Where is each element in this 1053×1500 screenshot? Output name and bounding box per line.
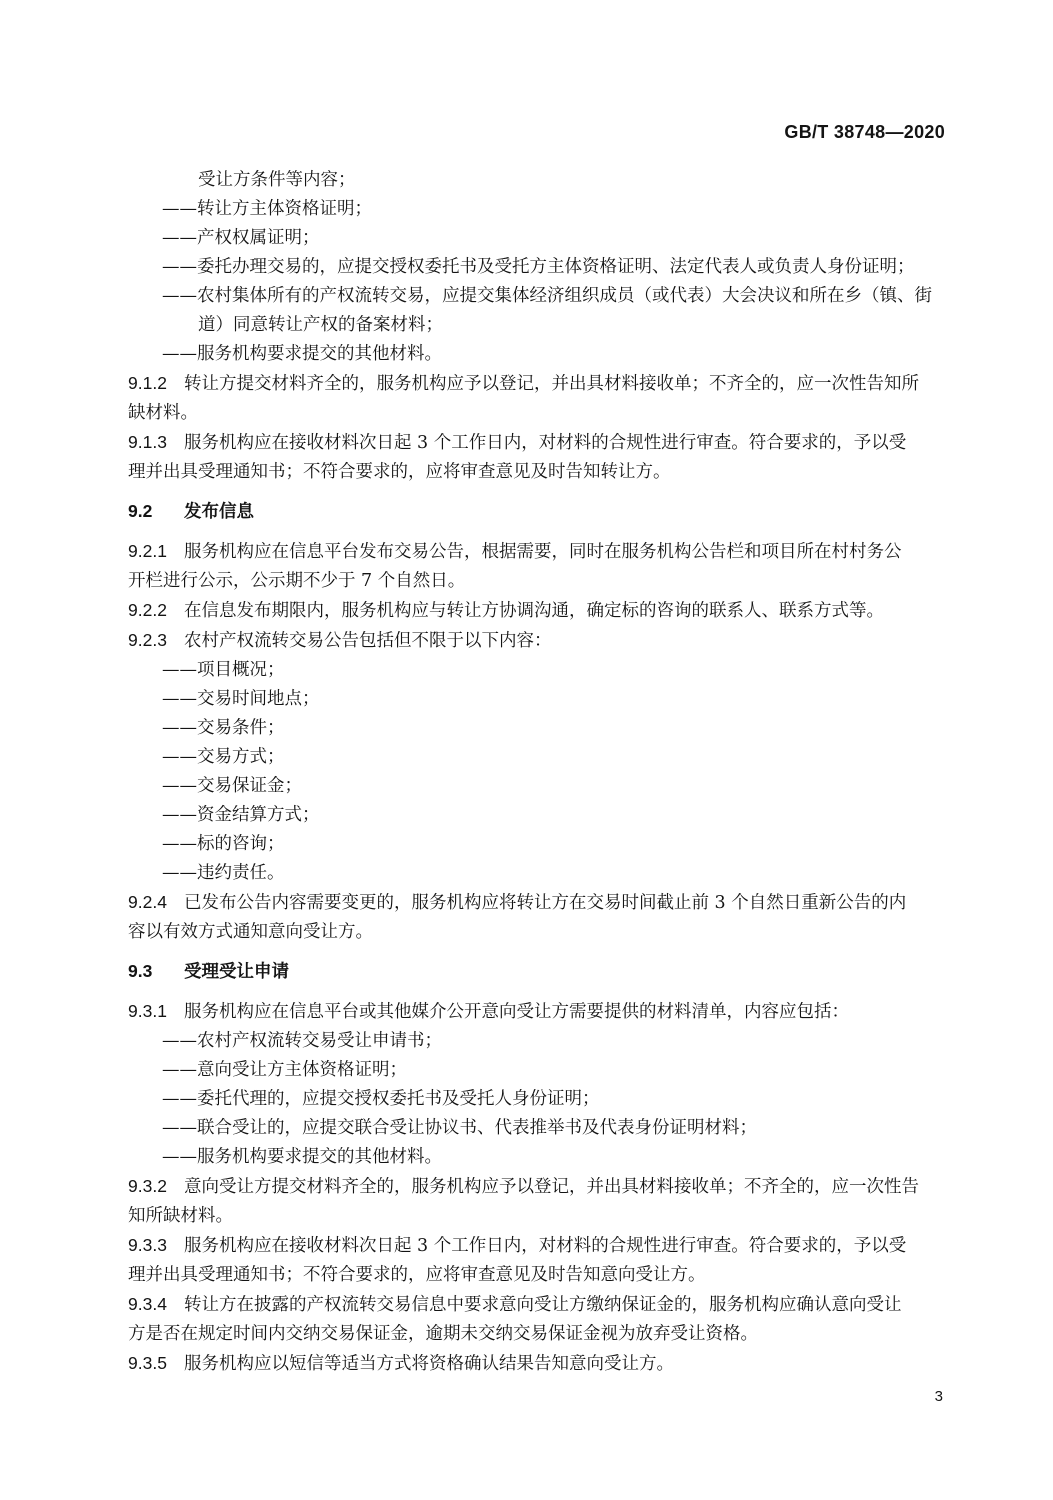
list-item: ——委托代理的，应提交授权委托书及受托人身份证明；	[162, 1089, 600, 1109]
clause-text: 服务机构应以短信等适当方式将资格确认结果告知意向受让方。	[184, 1354, 674, 1374]
section-number: 9.3	[128, 961, 153, 981]
clause-text: 转让方提交材料齐全的，服务机构应予以登记，并出具材料接收单；不齐全的，应一次性告知所	[184, 374, 919, 394]
clause-text-continuation: 方是否在规定时间内交纳交易保证金，逾期未交纳交易保证金视为放弃受让资格。	[128, 1324, 758, 1344]
clause-number: 9.1.3	[128, 432, 167, 452]
clause-text: 服务机构应在接收材料次日起 3 个工作日内，对材料的合规性进行审查。符合要求的，予以受	[184, 433, 907, 453]
clause-number: 9.3.1	[128, 1001, 167, 1021]
clause-number: 9.2.3	[128, 630, 167, 650]
clause-text-continuation: 容以有效方式通知意向受让方。	[128, 922, 373, 942]
list-item: ——违约责任。	[162, 863, 285, 883]
list-item: ——农村产权流转交易受让申请书；	[162, 1031, 442, 1051]
list-item: ——服务机构要求提交的其他材料。	[162, 1147, 442, 1167]
clause-number: 9.2.4	[128, 892, 167, 912]
list-item: ——服务机构要求提交的其他材料。	[162, 344, 442, 364]
list-item: ——农村集体所有的产权流转交易，应提交集体经济组织成员（或代表）大会决议和所在乡（镇、街	[162, 286, 932, 306]
document-standard-number: GB/T 38748—2020	[784, 122, 945, 142]
clause-number: 9.3.3	[128, 1235, 167, 1255]
clause-text: 服务机构应在接收材料次日起 3 个工作日内，对材料的合规性进行审查。符合要求的，予以受	[184, 1236, 907, 1256]
list-item: ——意向受让方主体资格证明；	[162, 1060, 407, 1080]
list-item-continuation: 道）同意转让产权的备案材料；	[198, 315, 443, 335]
clause-text: 意向受让方提交材料齐全的，服务机构应予以登记，并出具材料接收单；不齐全的，应一次性告	[184, 1177, 919, 1197]
clause-9-3-4	[128, 1290, 948, 1320]
list-item: ——交易保证金；	[162, 776, 302, 796]
list-item: ——转让方主体资格证明；	[162, 199, 372, 219]
section-title: 受理受让申请	[184, 962, 289, 982]
clause-text: 农村产权流转交易公告包括但不限于以下内容：	[184, 631, 552, 651]
clause-text-continuation: 缺材料。	[128, 403, 198, 423]
list-item: ——资金结算方式；	[162, 805, 320, 825]
list-item-continuation: 受让方条件等内容；	[198, 170, 356, 190]
clause-9-3-2	[128, 1172, 948, 1202]
list-item: ——交易方式；	[162, 747, 285, 767]
clause-text: 服务机构应在信息平台或其他媒介公开意向受让方需要提供的材料清单，内容应包括：	[184, 1002, 849, 1022]
clause-9-2-1	[128, 537, 948, 567]
clause-9-2-4	[128, 888, 948, 918]
clause-9-1-3	[128, 428, 948, 458]
section-heading-9-3	[128, 957, 948, 987]
clause-text: 在信息发布期限内，服务机构应与转让方协调沟通，确定标的咨询的联系人、联系方式等。	[184, 601, 884, 621]
clause-number: 9.2.1	[128, 541, 167, 561]
clause-text: 转让方在披露的产权流转交易信息中要求意向受让方缴纳保证金的，服务机构应确认意向受让	[184, 1295, 902, 1315]
page-number: 3	[934, 1388, 943, 1405]
clause-number: 9.1.2	[128, 373, 167, 393]
list-item: ——交易时间地点；	[162, 689, 320, 709]
list-item: ——交易条件；	[162, 718, 285, 738]
page-body	[128, 166, 948, 1379]
clause-number: 9.3.4	[128, 1294, 167, 1314]
list-item: ——委托办理交易的，应提交授权委托书及受托方主体资格证明、法定代表人或负责人身份证明；	[162, 257, 915, 277]
section-number: 9.2	[128, 501, 153, 521]
clause-text-continuation: 理并出具受理通知书；不符合要求的，应将审查意见及时告知意向受让方。	[128, 1265, 706, 1285]
list-item: ——项目概况；	[162, 660, 285, 680]
clause-number: 9.3.5	[128, 1353, 167, 1373]
list-item: ——联合受让的，应提交联合受让协议书、代表推举书及代表身份证明材料；	[162, 1118, 757, 1138]
clause-text-continuation: 开栏进行公示，公示期不少于 7 个自然日。	[128, 571, 466, 591]
list-item: ——产权权属证明；	[162, 228, 320, 248]
list-item: ——标的咨询；	[162, 834, 285, 854]
section-heading-9-2	[128, 497, 948, 527]
clause-text-continuation: 知所缺材料。	[128, 1206, 233, 1226]
clause-9-3-5	[128, 1349, 948, 1379]
section-title: 发布信息	[184, 502, 254, 522]
clause-9-3-1	[128, 997, 948, 1027]
clause-9-2-2	[128, 596, 948, 626]
clause-text: 服务机构应在信息平台发布交易公告，根据需要，同时在服务机构公告栏和项目所在村村务公	[184, 542, 902, 562]
clause-number: 9.2.2	[128, 600, 167, 620]
clause-9-1-2	[128, 369, 948, 399]
clause-9-2-3	[128, 626, 948, 656]
clause-text: 已发布公告内容需要变更的，服务机构应将转让方在交易时间截止前 3 个自然日重新公告的内	[184, 893, 907, 913]
clause-9-3-3	[128, 1231, 948, 1261]
clause-text-continuation: 理并出具受理通知书；不符合要求的，应将审查意见及时告知转让方。	[128, 462, 671, 482]
clause-number: 9.3.2	[128, 1176, 167, 1196]
